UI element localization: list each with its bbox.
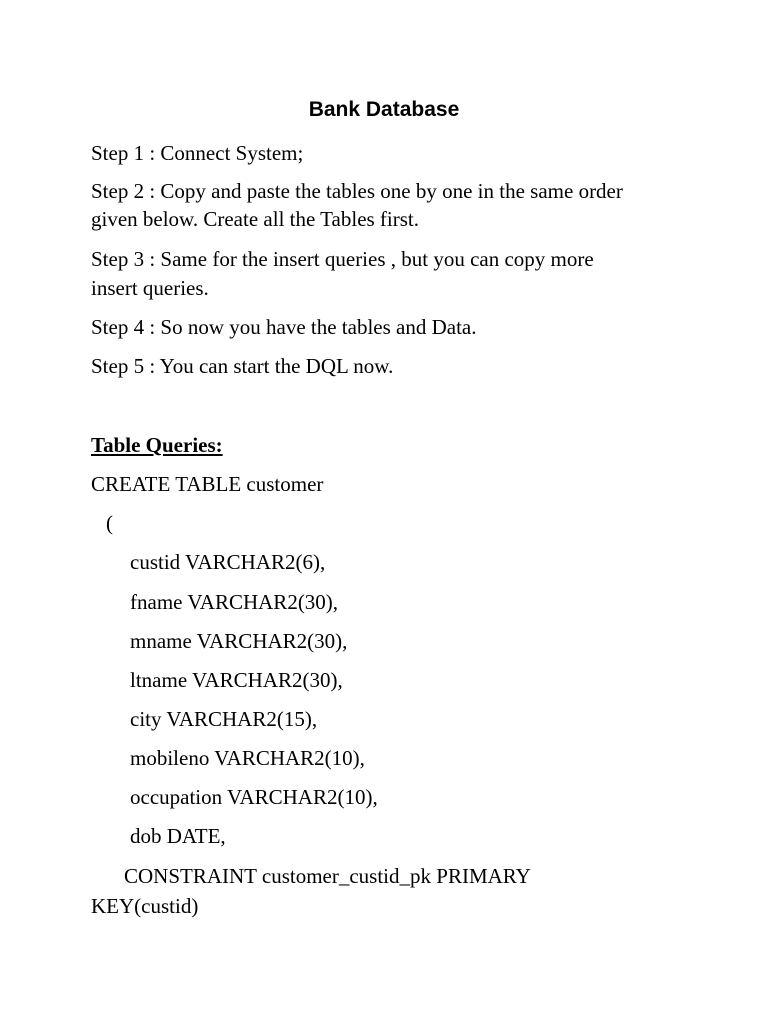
query-line: mobileno VARCHAR2(10), (130, 746, 365, 770)
step-2-continued: given below. Create all the Tables first. (91, 207, 420, 231)
query-line: occupation VARCHAR2(10), (130, 785, 378, 809)
query-line: dob DATE, (130, 824, 226, 848)
step-4: Step 4 : So now you have the tables and Data. (91, 315, 477, 339)
query-line: CONSTRAINT customer_custid_pk PRIMARY (124, 864, 531, 888)
query-line: fname VARCHAR2(30), (130, 590, 339, 614)
step-1: Step 1 : Connect System; (91, 141, 304, 165)
step-2: Step 2 : Copy and paste the tables one by one in the same order (91, 179, 623, 203)
step-5: Step 5 : You can start the DQL now. (91, 354, 394, 378)
query-line: KEY(custid) (91, 894, 199, 918)
table-queries-heading: Table Queries: (91, 433, 223, 457)
document-title: Bank Database (308, 98, 460, 121)
step-3: Step 3 : Same for the insert queries , but you can copy more (91, 247, 594, 271)
query-line: ( (106, 511, 113, 535)
query-line: ltname VARCHAR2(30), (130, 668, 343, 692)
query-line: custid VARCHAR2(6), (130, 550, 326, 574)
step-3-continued: insert queries. (91, 276, 209, 300)
query-line: mname VARCHAR2(30), (130, 629, 348, 653)
query-line: city VARCHAR2(15), (130, 707, 318, 731)
query-line: CREATE TABLE customer (91, 472, 324, 496)
